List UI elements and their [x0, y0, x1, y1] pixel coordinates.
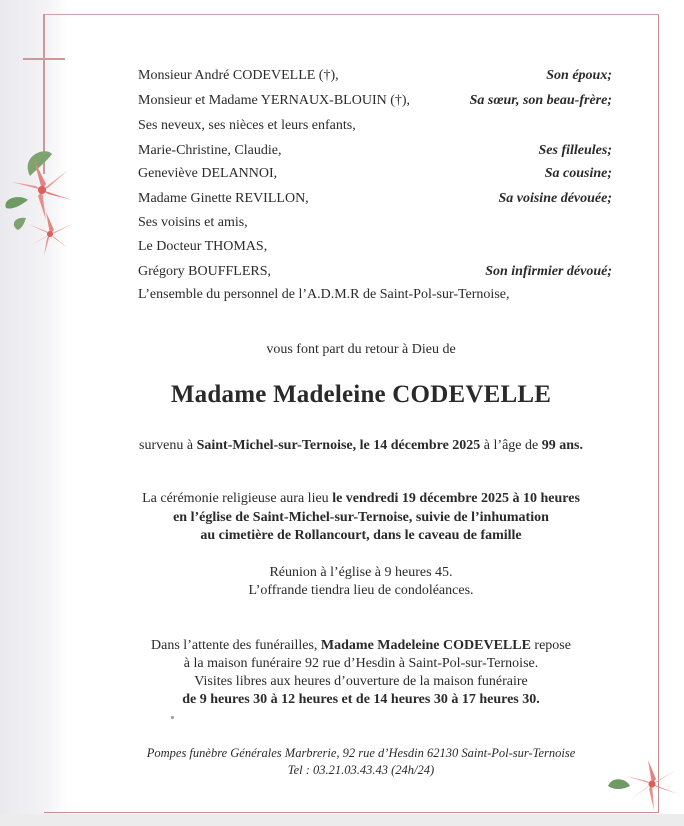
family-row — [138, 213, 612, 233]
visitation-line-3: Visites libres aux heures d’ouverture de la maison funéraire — [194, 674, 528, 689]
family-name: Monsieur et Madame YERNAUX-BLOUIN (†), — [138, 93, 411, 108]
death-details — [68, 436, 654, 456]
family-relation: Ses filleules; — [538, 143, 612, 158]
visitation-prefix: Dans l’attente des funérailles, — [151, 638, 321, 653]
family-name: Marie-Christine, Claudie, — [138, 143, 282, 158]
funeral-home-address: Pompes funèbre Générales Marbrerie, 92 rue d’Hesdin 62130 Saint-Pol-sur-Ternoise — [146, 746, 576, 760]
lily-flower-icon — [0, 146, 80, 266]
deceased-name-heading: Madame Madeleine CODEVELLE — [170, 381, 552, 408]
death-age: 99 ans. — [541, 438, 583, 453]
bottom-margin-strip — [0, 814, 684, 826]
family-row — [138, 91, 612, 111]
family-row — [138, 141, 612, 161]
family-row — [138, 285, 612, 305]
family-relation: Son époux; — [546, 68, 612, 83]
family-name: Le Docteur THOMAS, — [138, 239, 268, 254]
family-row — [138, 262, 612, 282]
family-name: Ses neveux, ses nièces et leurs enfants, — [138, 118, 356, 133]
ceremony-line-2: en l’église de Saint-Michel-sur-Ternoise, suivie de l’inhumation — [173, 510, 549, 525]
family-row — [138, 116, 612, 136]
visitation-line-1 — [68, 636, 654, 656]
ceremony-prefix: La cérémonie religieuse aura lieu — [142, 491, 333, 506]
family-relation: Sa cousine; — [544, 166, 612, 181]
meeting-line-1: Réunion à l’église à 9 heures 45. — [269, 565, 453, 580]
funeral-home-phone: Tel : 03.21.03.43.43 (24h/24) — [287, 763, 435, 777]
family-name: Grégory BOUFFLERS, — [138, 264, 272, 279]
announcement-intro: vous font part du retour à Dieu de — [266, 342, 456, 357]
family-row — [138, 66, 612, 86]
visitation-deceased: Madame Madeleine CODEVELLE — [320, 638, 531, 653]
visitation-line-2: à la maison funéraire 92 rue d’Hesdin à Saint-Pol-sur-Ternoise. — [183, 656, 539, 671]
family-row — [138, 164, 612, 184]
family-name: Ses voisins et amis, — [138, 215, 248, 230]
family-name: Geneviève DELANNOI, — [138, 166, 278, 181]
death-middle: à l’âge de — [480, 438, 542, 453]
ceremony-date: le vendredi 19 décembre 2025 à 10 heures — [332, 491, 580, 506]
family-relation: Sa voisine dévouée; — [498, 191, 612, 206]
cross-icon-horizontal — [23, 58, 65, 60]
family-name: Monsieur André CODEVELLE (†), — [138, 68, 339, 83]
family-relation: Sa sœur, son beau-frère; — [469, 93, 612, 108]
family-name: L’ensemble du personnel de l’A.D.M.R de Saint-Pol-sur-Ternoise, — [138, 287, 510, 302]
family-relation: Son infirmier dévoué; — [485, 264, 612, 279]
family-row — [138, 189, 612, 209]
ceremony-line-1 — [68, 489, 654, 509]
ceremony-line-3: au cimetière de Rollancourt, dans le caveau de famille — [200, 528, 522, 543]
visitation-hours: de 9 heures 30 à 12 heures et de 14 heures 30 à 17 heures 30. — [182, 692, 540, 707]
death-prefix: survenu à — [139, 438, 197, 453]
family-row — [138, 237, 612, 257]
meeting-line-2: L’offrande tiendra lieu de condoléances. — [248, 583, 474, 598]
stray-mark — [171, 716, 174, 719]
death-place-date: Saint-Michel-sur-Ternoise, le 14 décembre 2025 — [196, 438, 481, 453]
family-name: Madame Ginette REVILLON, — [138, 191, 309, 206]
visitation-suffix: repose — [530, 638, 571, 653]
